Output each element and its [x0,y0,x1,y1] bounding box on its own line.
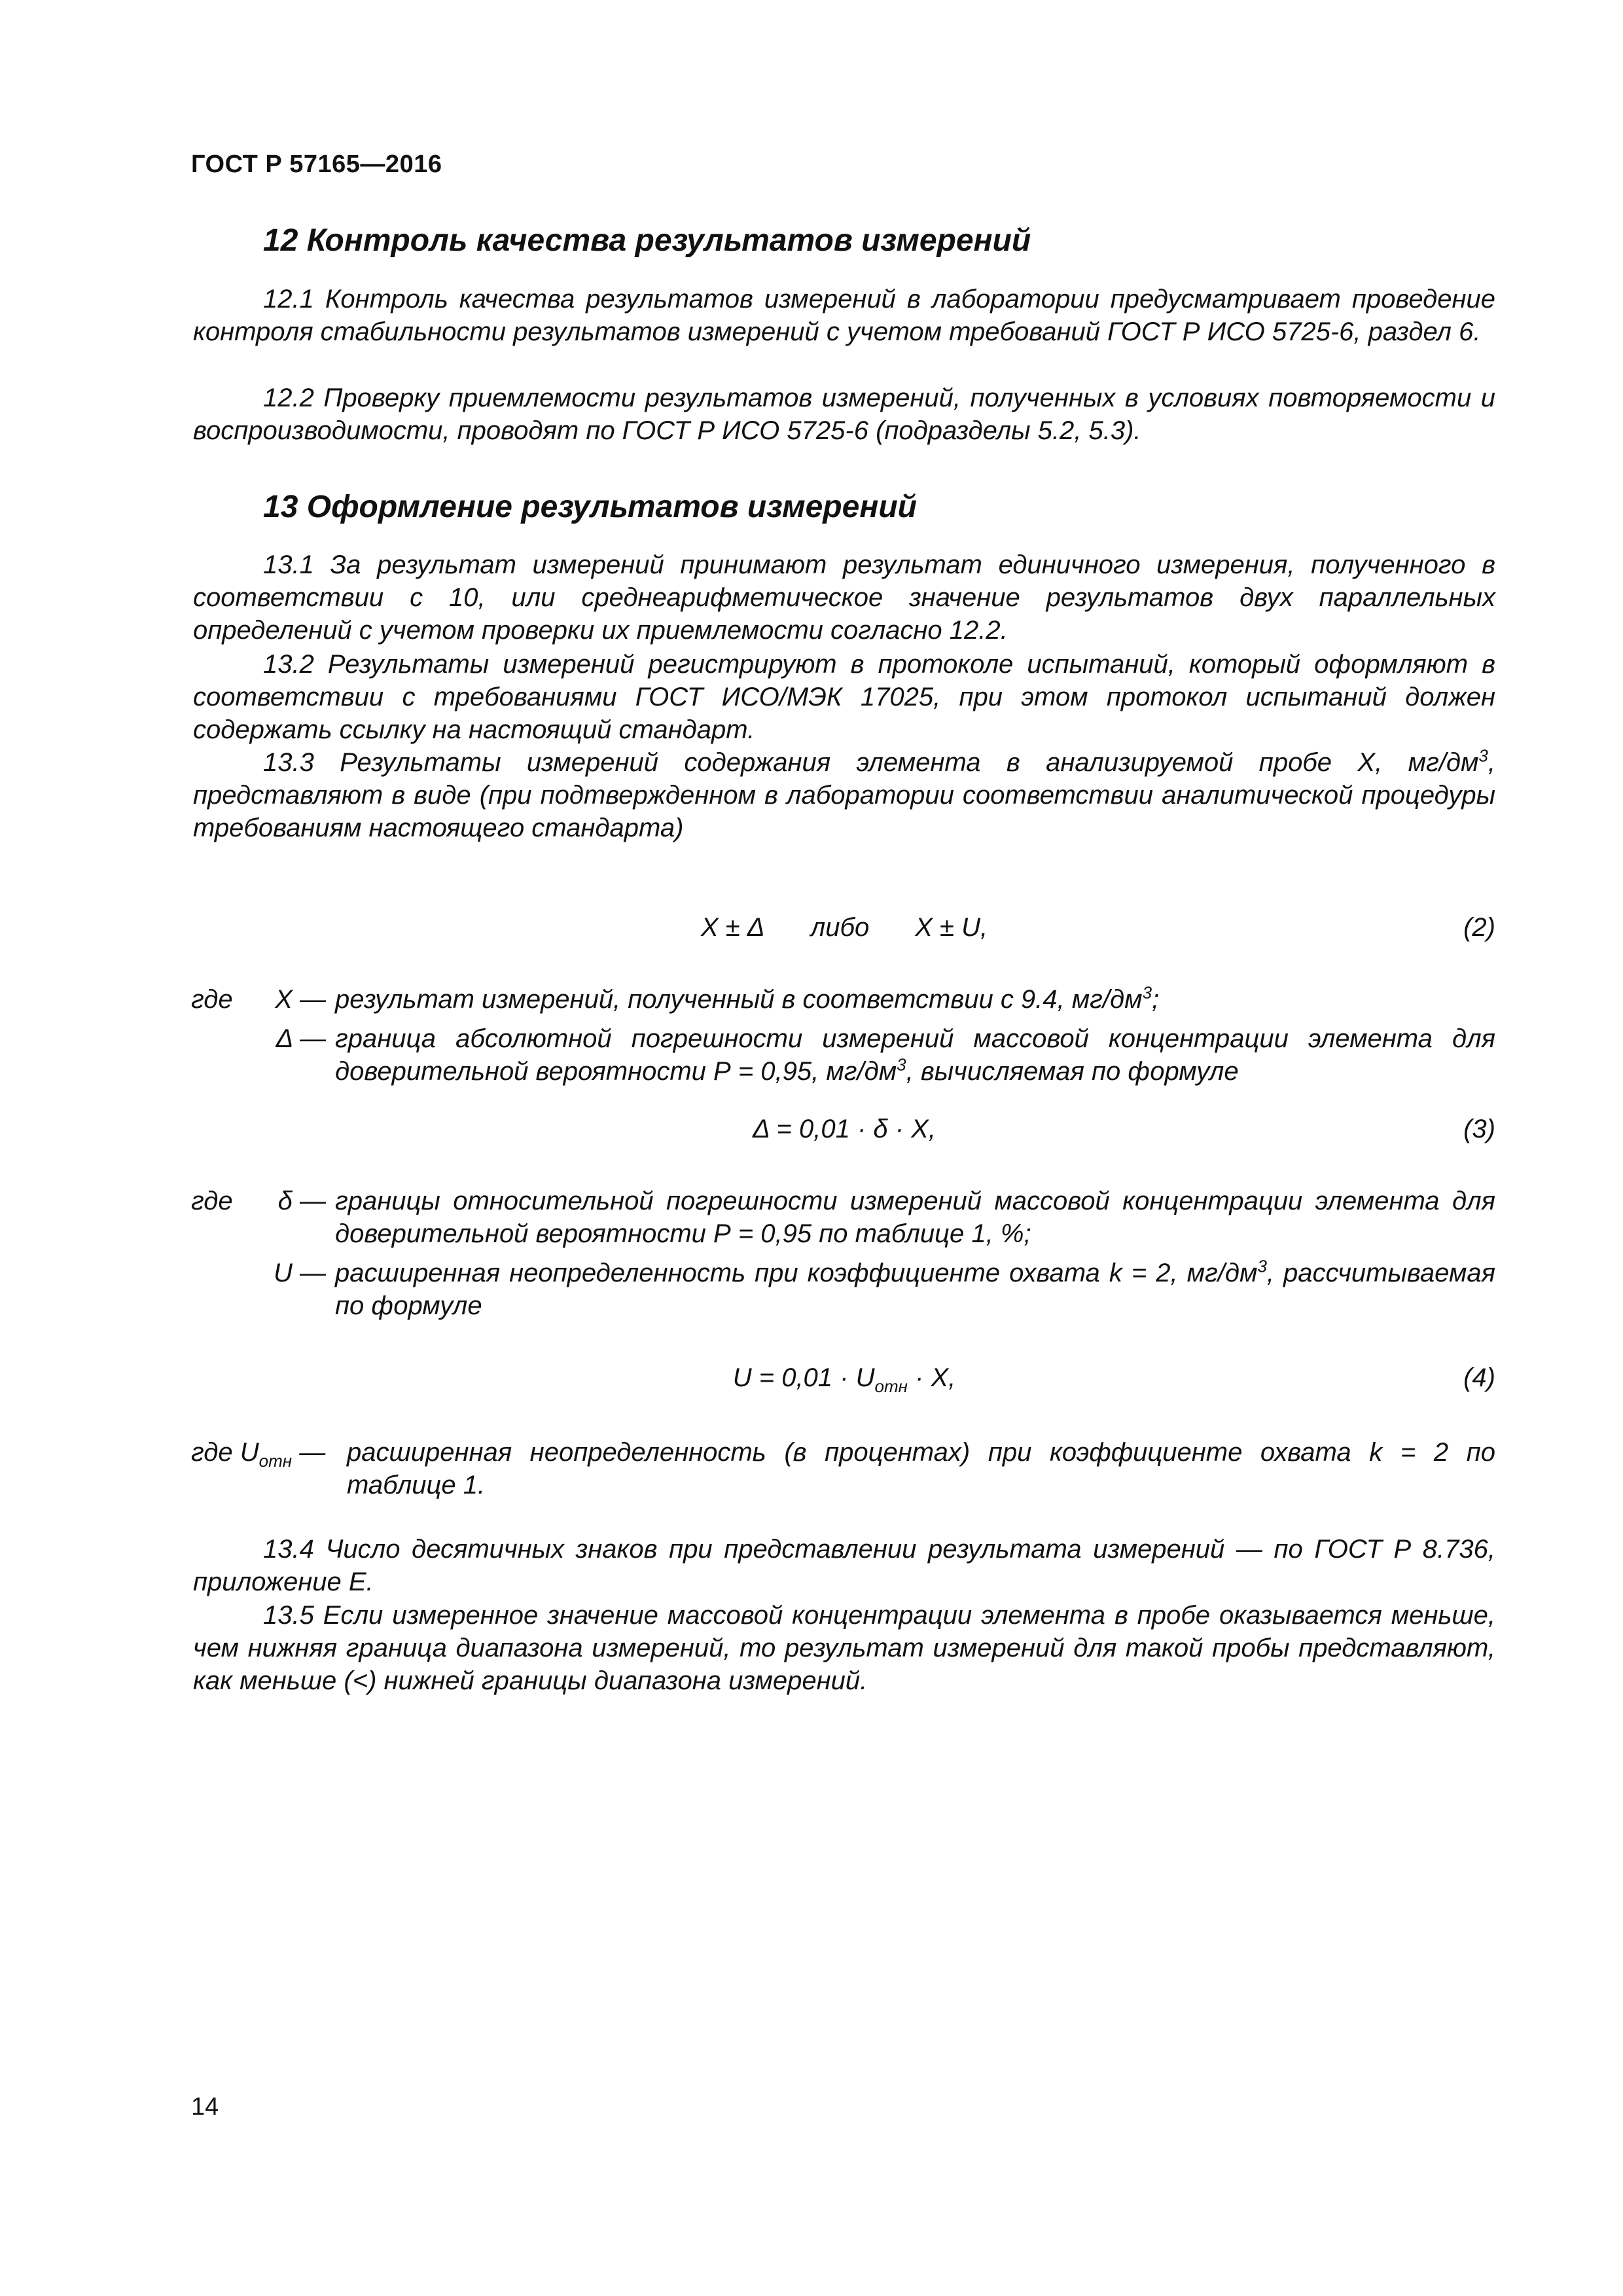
formula-3-number: (3) [1463,1115,1495,1143]
formula-2-or: либо [810,913,870,942]
formula-2-number: (2) [1463,913,1495,942]
formula-2-part-b: X ± U, [915,913,988,942]
paragraph-13-3-text-b: , представляют в виде (при подтвержденном в лаборатории соответствии аналитической процедуры требованиям настоящего стандарта) [193,748,1495,842]
paragraph-13-1 [193,548,1495,647]
paragraph-12-1 [193,283,1495,348]
formula-3 [193,1113,1495,1145]
formula-4-part-a: U = 0,01 · U [732,1363,875,1392]
delta-description [335,1022,1495,1088]
where-u-otn-label [191,1436,325,1469]
u-description [335,1257,1495,1322]
formula-4-part-b: · X, [907,1363,956,1392]
u-description-sup: 3 [1257,1256,1267,1276]
page-number: 14 [191,2093,219,2121]
paragraph-13-5 [193,1599,1495,1697]
formula-4-number: (4) [1463,1363,1495,1392]
delta-description-sup: 3 [897,1054,906,1075]
small-delta-description: границы относительной погрешности измерений массовой концентрации элемента для доверительной вероятности Р = 0,95 по таблице 1, %; [335,1187,1495,1248]
section-12-title: 12 Контроль качества результатов измерений [263,223,1031,258]
x-description-b: ; [1152,985,1160,1014]
formula-4-expression [193,1361,1495,1394]
x-description-sup: 3 [1142,982,1152,1003]
document-code: ГОСТ Р 57165—2016 [191,151,442,178]
formula-4 [193,1361,1495,1394]
formula-2-part-a: X ± Δ [700,913,765,942]
section-13-title: 13 Оформление результатов измерений [263,490,917,524]
paragraph-13-4 [193,1533,1495,1598]
delta-description-a: граница абсолютной погрешности измерений массовой концентрации элемента для доверительной вероятности Р = 0,95, мг/дм [335,1024,1495,1086]
where-u-otn-subscript: отн [259,1451,293,1471]
formula-2-expression [193,911,1495,944]
x-description [335,983,1495,1016]
paragraph-13-3 [193,746,1495,844]
paragraph-13-5-text: 13.5 Если измеренное значение массовой концентрации элемента в пробе оказывается меньше, чем нижняя граница диапазона измерений, то результат измерений для такой пробы представляют, как меньше (<) нижней границы диапазона измерений. [193,1601,1495,1695]
paragraph-12-2 [193,382,1495,447]
small-delta-symbol: δ — [277,1187,326,1215]
where-label-2: где [191,1187,233,1215]
delta-description-b: , вычисляемая по формуле [906,1057,1239,1086]
where-u-otn-label-text: где U [191,1438,259,1467]
paragraph-13-2-text: 13.2 Результаты измерений регистрируют в протоколе испытаний, который оформляют в соответствии с требованиями ГОСТ ИСО/МЭК 17025, при этом протокол испытаний должен содержать ссылку на настоящий стандарт. [193,650,1495,744]
paragraph-13-2 [193,648,1495,746]
paragraph-13-3-text-a: 13.3 Результаты измерений содержания элемента в анализируемой пробе X, мг/дм [263,748,1479,777]
u-otn-description: расширенная неопределенность (в процентах) при коэффициенте охвата k = 2 по таблице 1. [347,1438,1495,1499]
superscript-3: 3 [1478,745,1488,766]
formula-2 [193,911,1495,944]
x-symbol: X — [275,985,326,1014]
paragraph-12-2-text: 12.2 Проверку приемлемости результатов измерений, полученных в условиях повторяемости и воспроизводимости, проводят по ГОСТ Р ИСО 5725-6 (подразделы 5.2, 5.3). [193,384,1495,445]
where-label: где [191,985,233,1014]
u-symbol: U — [274,1259,326,1287]
where-u-otn-dash: — [292,1438,326,1467]
u-description-a: расширенная неопределенность при коэффициенте охвата k = 2, мг/дм [335,1259,1258,1287]
u-description-b: , рассчитываемая по формуле [335,1259,1495,1320]
delta-symbol: Δ — [276,1024,326,1053]
formula-3-expression: Δ = 0,01 · δ · X, [753,1115,936,1143]
paragraph-13-4-text: 13.4 Число десятичных знаков при представлении результата измерений — по ГОСТ Р 8.736, приложение Е. [193,1535,1495,1596]
formula-4-subscript: отн [874,1376,908,1396]
paragraph-12-1-text: 12.1 Контроль качества результатов измерений в лаборатории предусматривает проведение контроля стабильности результатов измерений с учетом требований ГОСТ Р ИСО 5725-6, раздел 6. [193,285,1495,346]
paragraph-13-1-text: 13.1 За результат измерений принимают результат единичного измерения, полученного в соответствии с 10, или среднеарифметическое значение результатов двух параллельных определений с учетом проверки их приемлемости согласно 12.2. [193,550,1495,645]
x-description-a: результат измерений, полученный в соответствии с 9.4, мг/дм [335,985,1143,1014]
